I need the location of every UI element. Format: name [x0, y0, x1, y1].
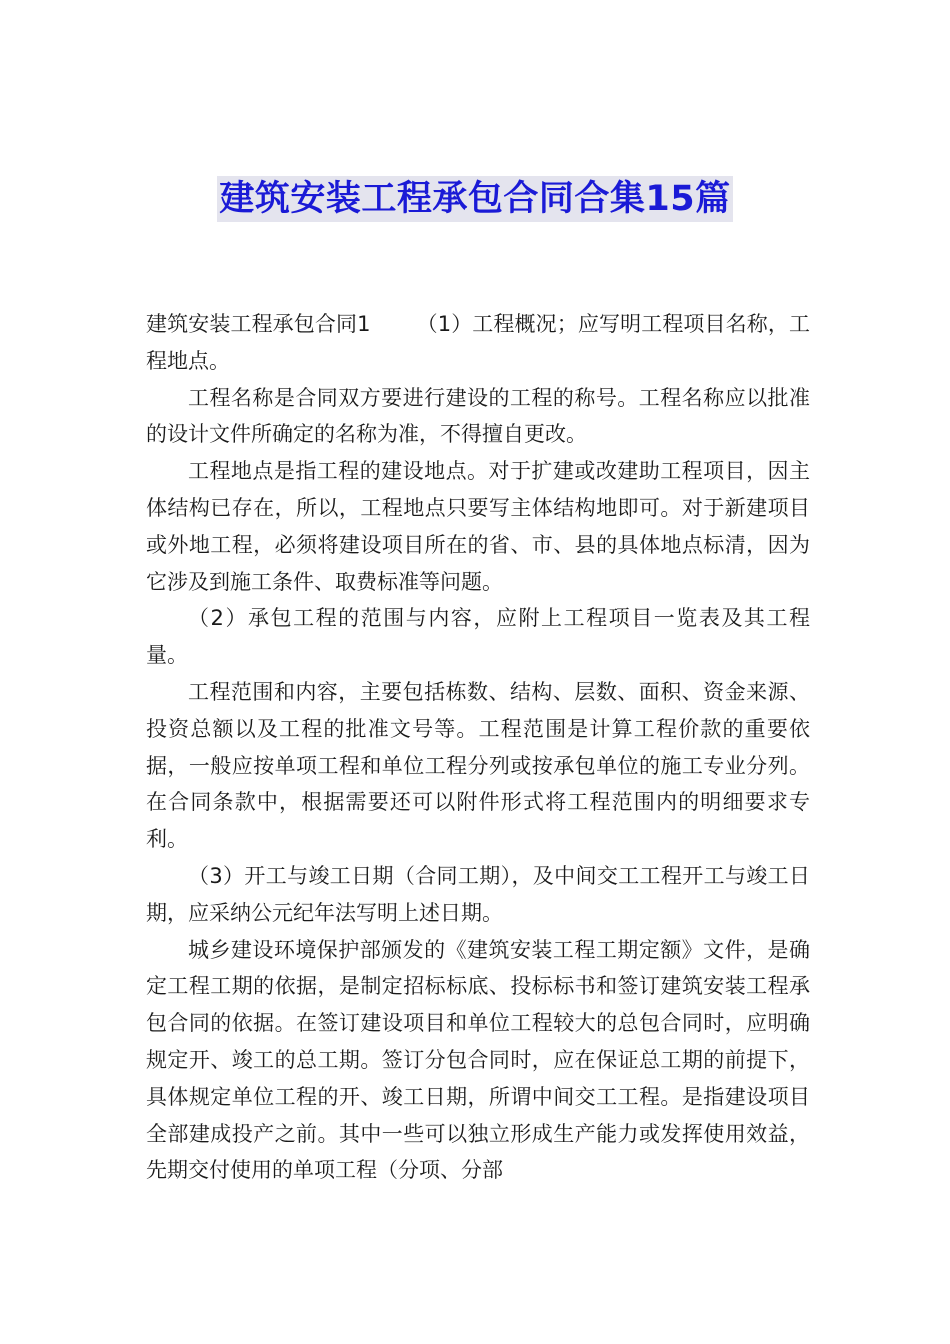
section-heading: 建筑安装工程承包合同1	[146, 312, 371, 336]
paragraph-6: （3）开工与竣工日期（合同工期），及中间交工工程开工与竣工日期，应采纳公元纪年法写明上述日期。	[146, 863, 810, 925]
paragraph-2: 工程名称是合同双方要进行建设的工程的称号。工程名称应以批准的设计文件所确定的名称为准，不得擅自更改。	[146, 385, 810, 447]
paragraph-text: （1）工程概况；应写明工程项目名称，工程地点。	[146, 312, 810, 373]
paragraph-1	[146, 306, 810, 380]
paragraph-5: 工程范围和内容，主要包括栋数、结构、层数、面积、资金来源、投资总额以及工程的批准文号等。工程范围是计算工程价款的重要依据，一般应按单项工程和单位工程分列或按承包单位的施工专业分列。在合同条款中，根据需要还可以附件形式将工程范围内的明细要求专利。	[146, 679, 810, 852]
document-body	[146, 306, 810, 1189]
paragraph-7: 城乡建设环境保护部颁发的《建筑安装工程工期定额》文件，是确定工程工期的依据，是制定招标标底、投标标书和签订建筑安装工程承包合同的依据。在签订建设项目和单位工程较大的总包合同时，应明确规定开、竣工的总工期。签订分包合同时，应在保证总工期的前提下，具体规定单位工程的开、竣工日期，所谓中间交工工程。是指建设项目全部建成投产之前。其中一些可以独立形成生产能力或发挥使用效益，先期交付使用的单项工程（分项、分部	[146, 937, 810, 1183]
document-title: 建筑安装工程承包合同合集15篇	[217, 176, 732, 222]
paragraph-3: 工程地点是指工程的建设地点。对于扩建或改建助工程项目，因主体结构已存在，所以，工程地点只要写主体结构地即可。对于新建项目或外地工程，必须将建设项目所在的省、市、县的具体地点标清，因为它涉及到施工条件、取费标准等问题。	[146, 459, 810, 594]
title-container	[0, 176, 950, 222]
paragraph-4: （2）承包工程的范围与内容，应附上工程项目一览表及其工程量。	[146, 606, 810, 668]
